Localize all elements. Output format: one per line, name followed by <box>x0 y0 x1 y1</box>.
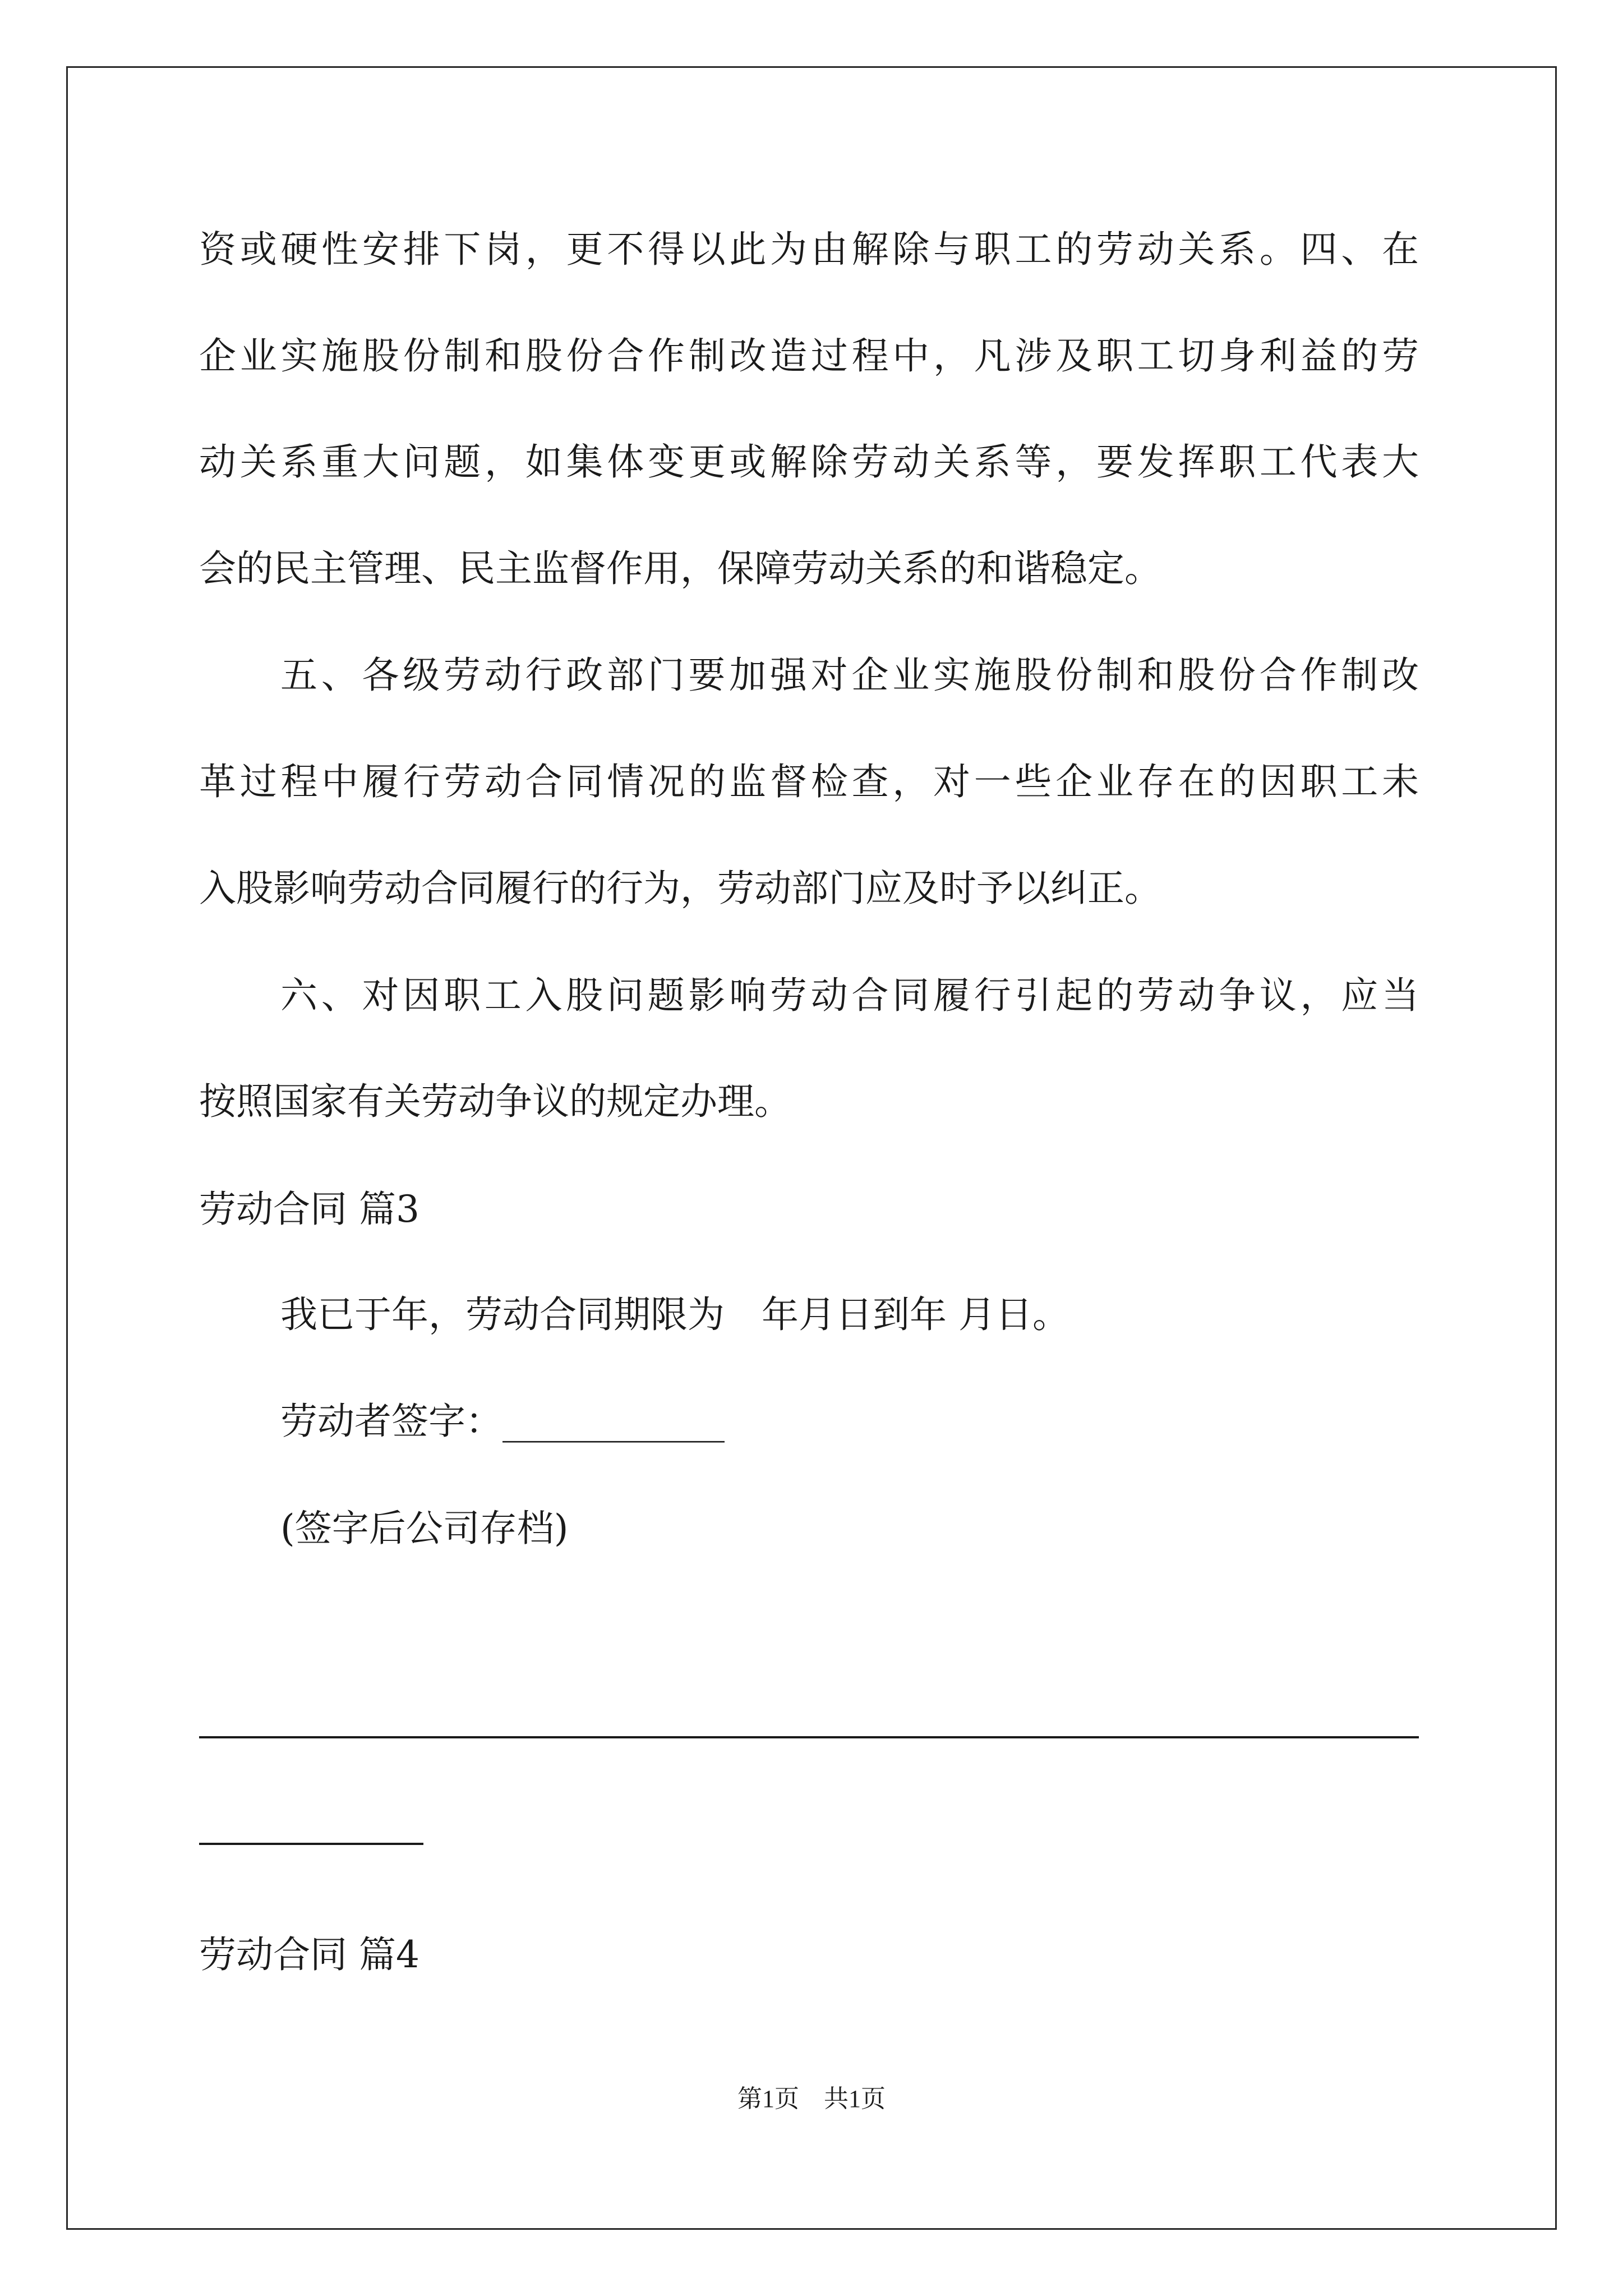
paragraph-line: 资或硬性安排下岗，更不得以此为由解除与职工的劳动关系。四、在 <box>199 228 1419 271</box>
signature-line: 劳动者签字：____________ <box>280 1400 725 1443</box>
section-heading: 劳动合同 篇3 <box>199 1188 419 1231</box>
paragraph-line: 我已于年，劳动合同期限为 年月日到年 月日。 <box>280 1293 1069 1336</box>
paragraph-line: 按照国家有关劳动争议的规定办理。 <box>199 1080 791 1123</box>
archive-note: (签字后公司存档) <box>280 1507 569 1550</box>
paragraph-line: 革过程中履行劳动合同情况的监督检查，对一些企业存在的因职工未 <box>199 760 1419 803</box>
paragraph-line: 六、对因职工入股问题影响劳动合同履行引起的劳动争议，应当 <box>280 974 1419 1017</box>
paragraph-line: 会的民主管理、民主监督作用，保障劳动关系的和谐稳定。 <box>199 547 1161 590</box>
paragraph-line: 企业实施股份制和股份合作制改造过程中，凡涉及职工切身利益的劳 <box>199 334 1419 378</box>
section-heading: 劳动合同 篇4 <box>199 1933 419 1976</box>
paragraph-line: 五、各级劳动行政部门要加强对企业实施股份制和股份合作制改 <box>280 654 1419 697</box>
page-border <box>66 66 1557 2230</box>
paragraph-line: 入股影响劳动合同履行的行为，劳动部门应及时予以纠正。 <box>199 867 1161 910</box>
page-footer: 第1页 共1页 <box>737 2085 886 2113</box>
separator-line <box>199 1736 1419 1738</box>
paragraph-line: 动关系重大问题，如集体变更或解除劳动关系等，要发挥职工代表大 <box>199 440 1419 484</box>
separator-line-short <box>199 1843 423 1845</box>
